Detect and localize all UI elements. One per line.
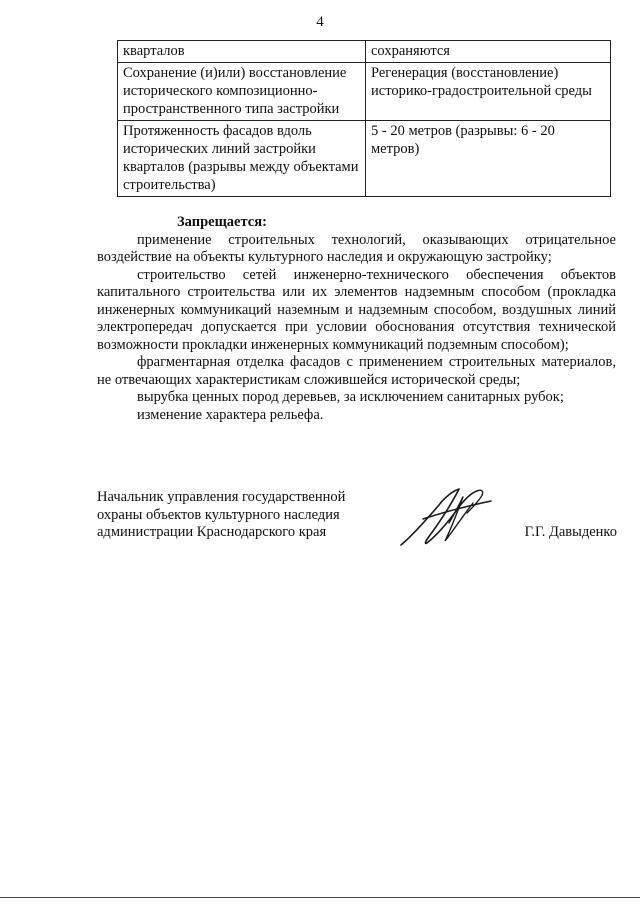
prohibition-item: фрагментарная отделка фасадов с применением строительных материалов, не отвечающих характеристикам сложившейся исторической среды; [97, 354, 616, 388]
table-cell-parameter: Протяженность фасадов вдоль исторических линий застройки кварталов (разрывы между объектами строительства) [118, 121, 366, 197]
prohibition-item: строительство сетей инженерно-технического обеспечения объектов капитального строительства или их элементов надземным способом (прокладка инженерных коммуникаций наземным и надземным способом, воздушных линий электропередач допускается при условии обоснования отсутствия технической возможности прокладки инженерных коммуникаций подземным способом); [97, 266, 616, 353]
table-cell-requirement: сохраняются [366, 41, 611, 63]
official-title-line: администрации Краснодарского края [97, 524, 327, 540]
table-row [118, 63, 611, 121]
page-number: 4 [316, 14, 324, 30]
official-name: Г.Г. Давыденко [524, 524, 617, 540]
signature-block [97, 489, 617, 559]
table-row [118, 41, 611, 63]
table-cell-requirement: 5 - 20 метров (разрывы: 6 - 20 метров) [366, 121, 611, 197]
prohibition-item: изменение характера рельефа. [137, 406, 324, 423]
regulations-table [117, 40, 611, 197]
prohibition-item: вырубка ценных пород деревьев, за исключением санитарных рубок; [137, 389, 564, 405]
official-title [97, 489, 397, 542]
handwritten-signature [393, 483, 503, 553]
table-cell-parameter: Сохранение (и)или) восстановление исторического композиционно-пространственного типа застройки [118, 63, 366, 121]
official-title-line: Начальник управления государственной [97, 489, 346, 505]
table-cell-parameter: кварталов [118, 41, 366, 63]
prohibitions-section [97, 214, 616, 424]
prohibition-item: применение строительных технологий, оказывающих отрицательное воздействие на объекты культурного наследия и окружающую застройку; [97, 231, 616, 265]
table-row [118, 121, 611, 197]
page-bottom-edge [0, 897, 640, 898]
table-cell-requirement: Регенерация (восстановление) историко-градостроительной среды [366, 63, 611, 121]
official-title-line: охраны объектов культурного наследия [97, 506, 340, 523]
prohibitions-heading: Запрещается: [177, 214, 267, 230]
